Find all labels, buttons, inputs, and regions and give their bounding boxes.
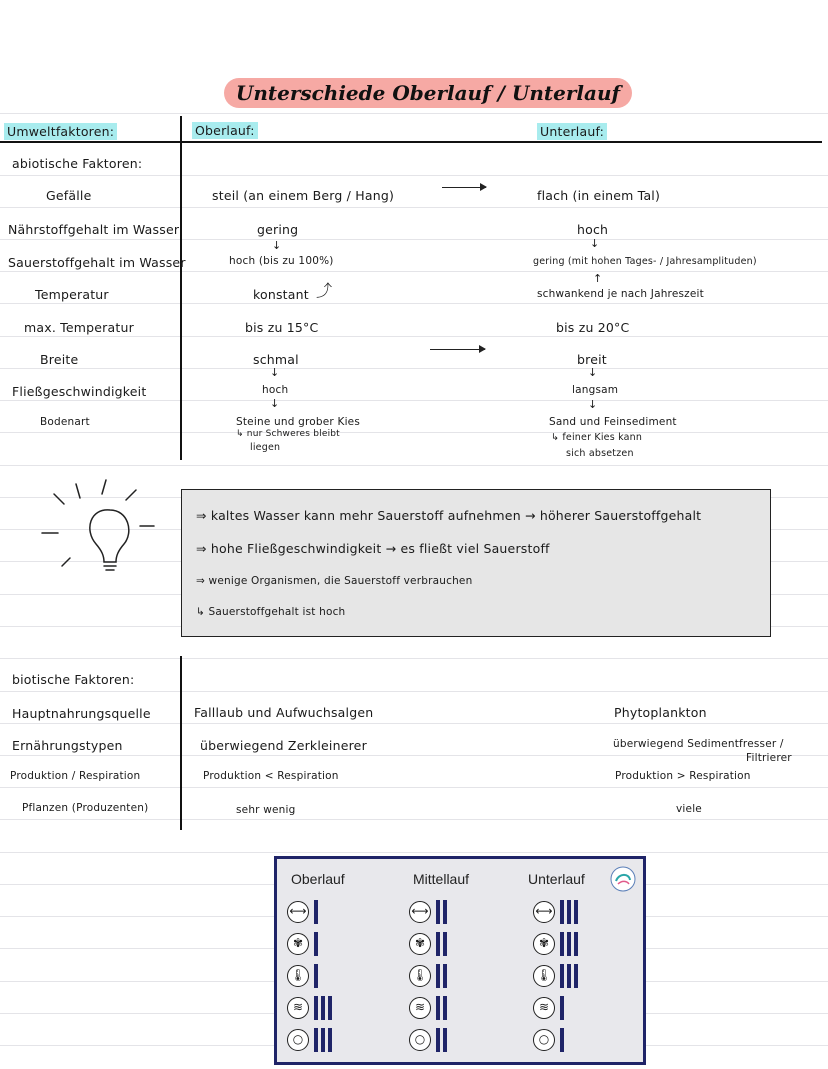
level-bar xyxy=(321,996,325,1020)
level-bar xyxy=(560,1028,564,1052)
down-arrow: ↓ xyxy=(588,398,598,411)
plant-icon: ✾ xyxy=(287,933,309,955)
row-label: Fließgeschwindigkeit xyxy=(12,384,147,399)
thermometer-icon: 🌡 xyxy=(287,965,309,987)
row-label: Gefälle xyxy=(46,188,92,203)
width-arrow-icon: ⟷ xyxy=(533,901,555,923)
header-unterlauf: Unterlauf: xyxy=(537,123,607,140)
right-arrow xyxy=(442,187,486,188)
level-bar xyxy=(443,900,447,924)
level-bar xyxy=(443,996,447,1020)
oberlauf-value: steil (an einem Berg / Hang) xyxy=(212,188,395,203)
note-line: ↳ Sauerstoffgehalt ist hoch xyxy=(196,606,346,618)
level-bar xyxy=(314,1028,318,1052)
down-arrow: ↓ xyxy=(270,397,280,410)
level-bar xyxy=(436,932,440,956)
unterlauf-note: ↳ feiner Kies kann xyxy=(551,432,643,443)
header-umweltfaktoren: Umweltfaktoren: xyxy=(4,123,117,140)
level-bar xyxy=(436,900,440,924)
unterlauf-value: flach (in einem Tal) xyxy=(537,188,661,203)
row-label: Sauerstoffgehalt im Wasser xyxy=(8,255,186,270)
note-line: ⇒ wenige Organismen, die Sauerstoff verbrauchen xyxy=(196,575,473,587)
row-label: Ernährungstypen xyxy=(12,738,123,753)
oberlauf-value: schmal xyxy=(253,352,299,367)
unterlauf-value: bis zu 20°C xyxy=(556,320,630,335)
unterlauf-value: überwiegend Sedimentfresser / xyxy=(613,738,784,750)
oberlauf-value: Steine und grober Kies xyxy=(236,416,361,428)
level-bar xyxy=(560,964,564,988)
curved-up-arrow: ⤴ xyxy=(316,281,333,300)
down-arrow: ↓ xyxy=(590,237,600,250)
abiotic-heading: abiotische Faktoren: xyxy=(12,156,143,171)
row-label: Nährstoffgehalt im Wasser xyxy=(8,222,180,237)
comparison-diagram xyxy=(274,856,646,1065)
level-bar xyxy=(321,1028,325,1052)
down-arrow: ↓ xyxy=(588,366,598,379)
level-bar xyxy=(436,1028,440,1052)
down-arrow: ↓ xyxy=(270,366,280,379)
level-bar xyxy=(314,996,318,1020)
row-label: Pflanzen (Produzenten) xyxy=(22,802,149,814)
unterlauf-value: langsam xyxy=(572,384,619,396)
width-arrow-icon: ⟷ xyxy=(409,901,431,923)
oxygen-icon: ○ xyxy=(533,1029,555,1051)
level-bar xyxy=(443,1028,447,1052)
logo-icon xyxy=(609,865,637,893)
oberlauf-value: hoch (bis zu 100%) xyxy=(229,255,334,267)
up-arrow: ↑ xyxy=(593,272,603,285)
level-bar xyxy=(567,932,571,956)
level-bar xyxy=(314,932,318,956)
row-label: Breite xyxy=(40,352,79,367)
lightbulb-icon xyxy=(40,478,160,578)
unterlauf-value: Sand und Feinsediment xyxy=(549,416,677,428)
level-bar xyxy=(328,1028,332,1052)
oberlauf-value: überwiegend Zerkleinerer xyxy=(200,738,367,753)
water-waves-icon: ≋ xyxy=(409,997,431,1019)
note-line: ⇒ kaltes Wasser kann mehr Sauerstoff aufnehmen → höherer Sauerstoffgehalt xyxy=(196,508,702,523)
diagram-column-header: Mittellauf xyxy=(413,871,470,887)
unterlauf-value: hoch xyxy=(577,222,609,237)
level-bar xyxy=(567,964,571,988)
plant-icon: ✾ xyxy=(533,933,555,955)
row-label: Temperatur xyxy=(35,287,109,302)
row-label: Bodenart xyxy=(40,416,90,428)
row-label: max. Temperatur xyxy=(24,320,134,335)
oberlauf-value: gering xyxy=(257,222,299,237)
plant-icon: ✾ xyxy=(409,933,431,955)
level-bar xyxy=(314,964,318,988)
level-bar xyxy=(560,996,564,1020)
oberlauf-note: ↳ nur Schweres bleibt xyxy=(236,429,340,439)
unterlauf-value: Phytoplankton xyxy=(614,705,707,720)
level-bar xyxy=(436,964,440,988)
oxygen-icon: ○ xyxy=(409,1029,431,1051)
level-bar xyxy=(560,932,564,956)
unterlauf-value: schwankend je nach Jahreszeit xyxy=(537,288,704,300)
oberlauf-value: bis zu 15°C xyxy=(245,320,319,335)
column-divider xyxy=(180,116,182,460)
level-bar xyxy=(443,964,447,988)
row-label: Produktion / Respiration xyxy=(10,770,141,782)
note-line: ⇒ hohe Fließgeschwindigkeit → es fließt viel Sauerstoff xyxy=(196,541,550,556)
level-bar xyxy=(567,900,571,924)
diagram-column-header: Oberlauf xyxy=(291,871,345,887)
thermometer-icon: 🌡 xyxy=(409,965,431,987)
water-waves-icon: ≋ xyxy=(533,997,555,1019)
notes-box xyxy=(181,489,771,637)
column-divider xyxy=(180,656,182,830)
oberlauf-value: hoch xyxy=(262,384,289,396)
oxygen-icon: ○ xyxy=(287,1029,309,1051)
page-title: Unterschiede Oberlauf / Unterlauf xyxy=(224,78,632,108)
level-bar xyxy=(443,932,447,956)
unterlauf-extra: Filtrierer xyxy=(746,752,792,764)
oberlauf-note: liegen xyxy=(250,442,281,453)
oberlauf-value: Falllaub und Aufwuchsalgen xyxy=(194,705,374,720)
level-bar xyxy=(328,996,332,1020)
row-label: Hauptnahrungsquelle xyxy=(12,706,151,721)
level-bar xyxy=(314,900,318,924)
unterlauf-value: breit xyxy=(577,352,607,367)
level-bar xyxy=(560,900,564,924)
down-arrow: ↓ xyxy=(272,239,282,252)
right-arrow xyxy=(430,349,485,350)
level-bar xyxy=(436,996,440,1020)
level-bar xyxy=(574,900,578,924)
water-waves-icon: ≋ xyxy=(287,997,309,1019)
unterlauf-value: viele xyxy=(676,803,702,815)
oberlauf-value: konstant xyxy=(253,287,309,302)
unterlauf-value: Produktion > Respiration xyxy=(615,770,751,782)
header-underline xyxy=(0,141,822,143)
header-oberlauf: Oberlauf: xyxy=(192,122,258,139)
diagram-column-header: Unterlauf xyxy=(528,871,585,887)
unterlauf-note: sich absetzen xyxy=(566,448,634,459)
oberlauf-value: sehr wenig xyxy=(236,804,296,816)
oberlauf-value: Produktion < Respiration xyxy=(203,770,339,782)
level-bar xyxy=(574,932,578,956)
unterlauf-value: gering (mit hohen Tages- / Jahresamplituden) xyxy=(533,256,757,267)
level-bar xyxy=(574,964,578,988)
width-arrow-icon: ⟷ xyxy=(287,901,309,923)
biotic-heading: biotische Faktoren: xyxy=(12,672,135,687)
thermometer-icon: 🌡 xyxy=(533,965,555,987)
